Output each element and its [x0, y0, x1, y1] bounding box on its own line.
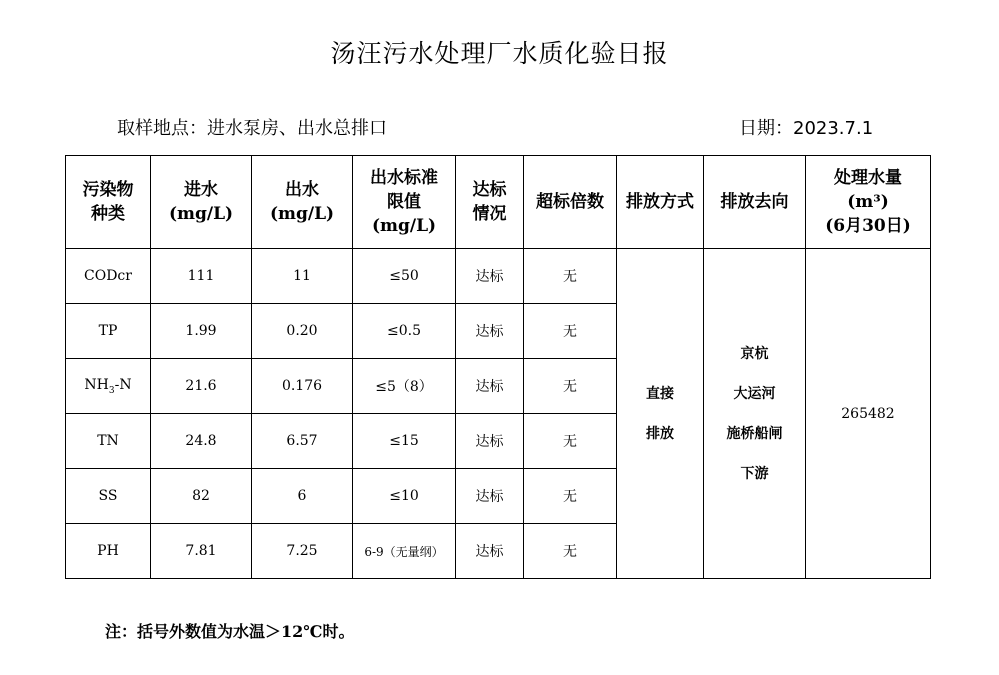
header-discharge-method: 排放方式 — [617, 156, 704, 249]
limit-value: ≤15 — [353, 414, 456, 469]
table-row — [66, 249, 931, 304]
limit-value: ≤50 — [353, 249, 456, 304]
limit-value: ≤5（8） — [353, 359, 456, 414]
header-inflow: 进水 (mg/L) — [151, 156, 252, 249]
discharge-method: 直接 排放 — [617, 249, 704, 579]
header-pollutant: 污染物 种类 — [66, 156, 151, 249]
pollutant-name: PH — [66, 524, 151, 579]
limit-value: ≤10 — [353, 469, 456, 524]
water-quality-table — [65, 155, 931, 579]
limit-value: ≤0.5 — [353, 304, 456, 359]
inflow-value: 7.81 — [151, 524, 252, 579]
inflow-value: 111 — [151, 249, 252, 304]
compliance-status: 达标 — [456, 469, 524, 524]
inflow-value: 1.99 — [151, 304, 252, 359]
compliance-status: 达标 — [456, 414, 524, 469]
compliance-status: 达标 — [456, 304, 524, 359]
outflow-value: 0.20 — [252, 304, 353, 359]
footnote: 注：括号外数值为水温＞12℃时。 — [105, 622, 355, 641]
treated-volume: 265482 — [806, 249, 931, 579]
header-discharge-destination: 排放去向 — [704, 156, 806, 249]
inflow-value: 24.8 — [151, 414, 252, 469]
inflow-value: 21.6 — [151, 359, 252, 414]
outflow-value: 6.57 — [252, 414, 353, 469]
outflow-value: 7.25 — [252, 524, 353, 579]
exceed-multiple: 无 — [524, 359, 617, 414]
header-exceed-multiple: 超标倍数 — [524, 156, 617, 249]
header-limit: 出水标准 限值 (mg/L) — [353, 156, 456, 249]
report-date: 日期：2023.7.1 — [739, 118, 874, 139]
pollutant-name: TP — [66, 304, 151, 359]
compliance-status: 达标 — [456, 249, 524, 304]
pollutant-name: $NH_3-N$ — [66, 359, 151, 414]
outflow-value: 0.176 — [252, 359, 353, 414]
report-title: 汤汪污水处理厂水质化验日报 — [330, 39, 669, 68]
inflow-value: 82 — [151, 469, 252, 524]
pollutant-name: CODcr — [66, 249, 151, 304]
pollutant-name: TN — [66, 414, 151, 469]
exceed-multiple: 无 — [524, 249, 617, 304]
header-compliance: 达标 情况 — [456, 156, 524, 249]
compliance-status: 达标 — [456, 524, 524, 579]
outflow-value: 6 — [252, 469, 353, 524]
exceed-multiple: 无 — [524, 414, 617, 469]
pollutant-name: SS — [66, 469, 151, 524]
exceed-multiple: 无 — [524, 304, 617, 359]
discharge-destination: 京杭 大运河 施桥船闸 下游 — [704, 249, 806, 579]
header-outflow: 出水 (mg/L) — [252, 156, 353, 249]
compliance-status: 达标 — [456, 359, 524, 414]
exceed-multiple: 无 — [524, 469, 617, 524]
header-treated-volume: 处理水量 (m³) (6月30日) — [806, 156, 931, 249]
sampling-location: 取样地点：进水泵房、出水总排口 — [117, 118, 387, 139]
table-header-row — [66, 156, 931, 249]
outflow-value: 11 — [252, 249, 353, 304]
exceed-multiple: 无 — [524, 524, 617, 579]
limit-value: 6-9（无量纲） — [353, 524, 456, 579]
